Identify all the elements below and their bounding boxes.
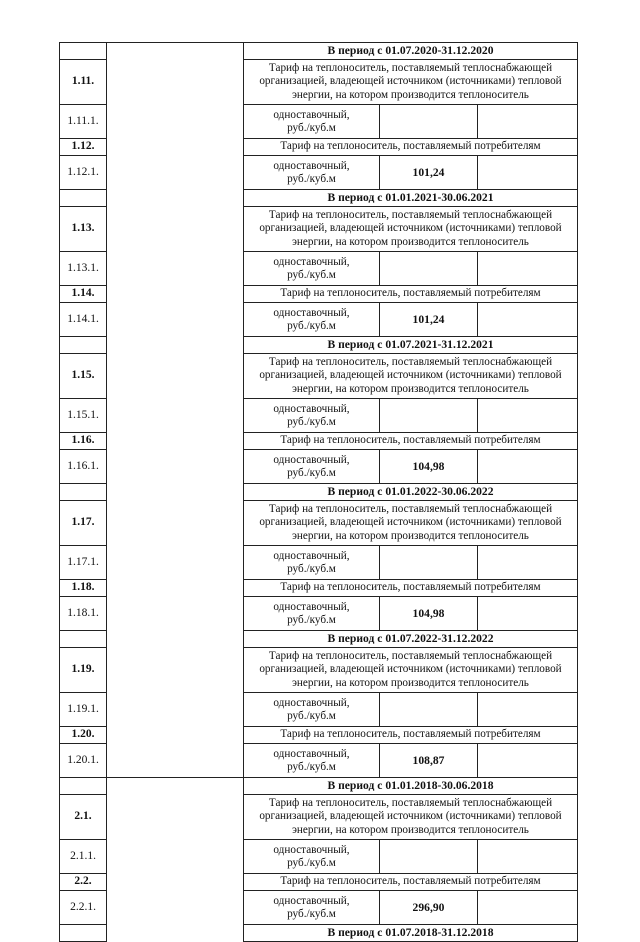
empty-gap-cell (107, 303, 244, 337)
empty-number-cell (60, 925, 107, 942)
empty-number-cell (60, 778, 107, 795)
empty-value-cell (478, 546, 578, 580)
tariff-sub-row (60, 744, 578, 778)
empty-gap-cell (107, 631, 244, 648)
tariff-description: Тариф на теплоноситель, поставляемый теплоснабжающей организацией, владеющей источником (источниками) тепловой энергии, на котором производится теплоноситель (244, 795, 578, 840)
empty-gap-cell (107, 874, 244, 891)
tariff-row (60, 874, 578, 891)
unit-line-2: руб./куб.м (287, 415, 336, 428)
tariff-description: Тариф на теплоноситель, поставляемый потребителям (244, 139, 578, 156)
unit-line-2: руб./куб.м (287, 268, 336, 281)
tariff-row (60, 354, 578, 399)
empty-gap-cell (107, 744, 244, 778)
empty-gap-cell (107, 484, 244, 501)
tariff-description: Тариф на теплоноситель, поставляемый потребителям (244, 580, 578, 597)
tariff-sub-row (60, 891, 578, 925)
unit-line-2: руб./куб.м (287, 760, 336, 773)
tariff-sub-row (60, 597, 578, 631)
empty-value-cell (478, 450, 578, 484)
empty-gap-cell (107, 546, 244, 580)
unit-line-1: одноставочный, (273, 696, 350, 709)
unit-line-2: руб./куб.м (287, 562, 336, 575)
tariff-unit (244, 597, 380, 631)
unit-line-1: одноставочный, (273, 894, 350, 907)
unit-line-1: одноставочный, (273, 600, 350, 613)
empty-gap-cell (107, 450, 244, 484)
empty-gap-cell (107, 190, 244, 207)
period-row (60, 484, 578, 501)
sub-item-number: 1.11.1. (60, 105, 107, 139)
tariff-description: Тариф на теплоноситель, поставляемый теплоснабжающей организацией, владеющей источником (источниками) тепловой энергии, на котором производится теплоноситель (244, 648, 578, 693)
period-header: В период с 01.07.2022-31.12.2022 (244, 631, 578, 648)
empty-value-cell (478, 744, 578, 778)
item-number: 1.17. (60, 501, 107, 546)
empty-value-cell (478, 252, 578, 286)
sub-item-number: 2.2.1. (60, 891, 107, 925)
unit-line-2: руб./куб.м (287, 907, 336, 920)
period-header: В период с 01.01.2018-30.06.2018 (244, 778, 578, 795)
period-header: В период с 01.01.2021-30.06.2021 (244, 190, 578, 207)
tariff-unit (244, 891, 380, 925)
empty-gap-cell (107, 693, 244, 727)
unit-line-1: одноставочный, (273, 306, 350, 319)
unit-line-1: одноставочный, (273, 255, 350, 268)
tariff-description: Тариф на теплоноситель, поставляемый потребителям (244, 874, 578, 891)
unit-line-1: одноставочный, (273, 108, 350, 121)
tariff-sub-row (60, 303, 578, 337)
empty-gap-cell (107, 105, 244, 139)
empty-gap-cell (107, 433, 244, 450)
period-row (60, 337, 578, 354)
tariff-sub-row (60, 450, 578, 484)
unit-line-1: одноставочный, (273, 453, 350, 466)
item-number: 2.1. (60, 795, 107, 840)
empty-value-cell (478, 840, 578, 874)
tariff-sub-row (60, 156, 578, 190)
tariff-value (380, 840, 478, 874)
sub-item-number: 1.19.1. (60, 693, 107, 727)
tariff-row (60, 795, 578, 840)
tariff-table (59, 42, 578, 942)
item-number: 1.12. (60, 139, 107, 156)
tariff-row (60, 433, 578, 450)
sub-item-number: 1.16.1. (60, 450, 107, 484)
unit-line-2: руб./куб.м (287, 121, 336, 134)
item-number: 1.11. (60, 60, 107, 105)
unit-line-2: руб./куб.м (287, 319, 336, 332)
unit-line-1: одноставочный, (273, 747, 350, 760)
empty-value-cell (478, 399, 578, 433)
tariff-value: 108,87 (380, 744, 478, 778)
tariff-sub-row (60, 840, 578, 874)
tariff-description: Тариф на теплоноситель, поставляемый теплоснабжающей организацией, владеющей источником (источниками) тепловой энергии, на котором производится теплоноситель (244, 60, 578, 105)
tariff-row (60, 501, 578, 546)
tariff-unit (244, 399, 380, 433)
tariff-sub-row (60, 105, 578, 139)
tariff-unit (244, 156, 380, 190)
unit-line-2: руб./куб.м (287, 466, 336, 479)
tariff-unit (244, 105, 380, 139)
tariff-table-body (60, 43, 578, 942)
tariff-row (60, 648, 578, 693)
tariff-description: Тариф на теплоноситель, поставляемый теплоснабжающей организацией, владеющей источником (источниками) тепловой энергии, на котором производится теплоноситель (244, 354, 578, 399)
empty-gap-cell (107, 891, 244, 925)
empty-number-cell (60, 43, 107, 60)
empty-gap-cell (107, 139, 244, 156)
tariff-description: Тариф на теплоноситель, поставляемый потребителям (244, 433, 578, 450)
empty-gap-cell (107, 727, 244, 744)
tariff-value (380, 252, 478, 286)
sub-item-number: 1.14.1. (60, 303, 107, 337)
empty-number-cell (60, 484, 107, 501)
item-number: 1.19. (60, 648, 107, 693)
tariff-row (60, 286, 578, 303)
item-number: 1.15. (60, 354, 107, 399)
unit-line-1: одноставочный, (273, 402, 350, 415)
sub-item-number: 1.13.1. (60, 252, 107, 286)
empty-number-cell (60, 190, 107, 207)
empty-value-cell (478, 597, 578, 631)
tariff-sub-row (60, 252, 578, 286)
sub-item-number: 1.12.1. (60, 156, 107, 190)
empty-gap-cell (107, 925, 244, 942)
sub-item-number: 1.18.1. (60, 597, 107, 631)
empty-gap-cell (107, 399, 244, 433)
item-number: 1.14. (60, 286, 107, 303)
unit-line-1: одноставочный, (273, 843, 350, 856)
sub-item-number: 2.1.1. (60, 840, 107, 874)
tariff-row (60, 139, 578, 156)
tariff-row (60, 580, 578, 597)
empty-value-cell (478, 156, 578, 190)
unit-line-2: руб./куб.м (287, 856, 336, 869)
tariff-unit (244, 744, 380, 778)
tariff-description: Тариф на теплоноситель, поставляемый теплоснабжающей организацией, владеющей источником (источниками) тепловой энергии, на котором производится теплоноситель (244, 207, 578, 252)
period-row (60, 778, 578, 795)
tariff-description: Тариф на теплоноситель, поставляемый потребителям (244, 727, 578, 744)
tariff-value: 101,24 (380, 303, 478, 337)
item-number: 1.20. (60, 727, 107, 744)
empty-value-cell (478, 303, 578, 337)
period-header: В период с 01.07.2021-31.12.2021 (244, 337, 578, 354)
item-number: 1.16. (60, 433, 107, 450)
tariff-value: 104,98 (380, 450, 478, 484)
tariff-unit (244, 450, 380, 484)
tariff-value (380, 546, 478, 580)
empty-gap-cell (107, 43, 244, 60)
period-header: В период с 01.07.2020-31.12.2020 (244, 43, 578, 60)
tariff-row (60, 207, 578, 252)
period-header: В период с 01.07.2018-31.12.2018 (244, 925, 578, 942)
empty-gap-cell (107, 778, 244, 795)
empty-value-cell (478, 693, 578, 727)
period-row (60, 43, 578, 60)
tariff-row (60, 60, 578, 105)
empty-gap-cell (107, 580, 244, 597)
empty-gap-cell (107, 207, 244, 252)
item-number: 1.13. (60, 207, 107, 252)
item-number: 1.18. (60, 580, 107, 597)
empty-value-cell (478, 105, 578, 139)
period-row (60, 631, 578, 648)
unit-line-1: одноставочный, (273, 549, 350, 562)
empty-gap-cell (107, 60, 244, 105)
sub-item-number: 1.20.1. (60, 744, 107, 778)
tariff-unit (244, 303, 380, 337)
empty-number-cell (60, 631, 107, 648)
empty-gap-cell (107, 648, 244, 693)
period-row (60, 925, 578, 942)
empty-gap-cell (107, 337, 244, 354)
tariff-value (380, 693, 478, 727)
unit-line-2: руб./куб.м (287, 613, 336, 626)
empty-value-cell (478, 891, 578, 925)
tariff-row (60, 727, 578, 744)
empty-number-cell (60, 337, 107, 354)
tariff-sub-row (60, 399, 578, 433)
tariff-unit (244, 252, 380, 286)
unit-line-2: руб./куб.м (287, 172, 336, 185)
empty-gap-cell (107, 795, 244, 840)
sub-item-number: 1.15.1. (60, 399, 107, 433)
empty-gap-cell (107, 597, 244, 631)
tariff-value (380, 105, 478, 139)
tariff-unit (244, 693, 380, 727)
period-header: В период с 01.01.2022-30.06.2022 (244, 484, 578, 501)
empty-gap-cell (107, 354, 244, 399)
tariff-value (380, 399, 478, 433)
item-number: 2.2. (60, 874, 107, 891)
tariff-sub-row (60, 546, 578, 580)
sub-item-number: 1.17.1. (60, 546, 107, 580)
period-row (60, 190, 578, 207)
tariff-value: 104,98 (380, 597, 478, 631)
empty-gap-cell (107, 252, 244, 286)
empty-gap-cell (107, 501, 244, 546)
unit-line-2: руб./куб.м (287, 709, 336, 722)
tariff-description: Тариф на теплоноситель, поставляемый теплоснабжающей организацией, владеющей источником (источниками) тепловой энергии, на котором производится теплоноситель (244, 501, 578, 546)
tariff-unit (244, 840, 380, 874)
empty-gap-cell (107, 156, 244, 190)
tariff-sub-row (60, 693, 578, 727)
tariff-unit (244, 546, 380, 580)
tariff-value: 296,90 (380, 891, 478, 925)
empty-gap-cell (107, 840, 244, 874)
unit-line-1: одноставочный, (273, 159, 350, 172)
empty-gap-cell (107, 286, 244, 303)
tariff-value: 101,24 (380, 156, 478, 190)
tariff-description: Тариф на теплоноситель, поставляемый потребителям (244, 286, 578, 303)
